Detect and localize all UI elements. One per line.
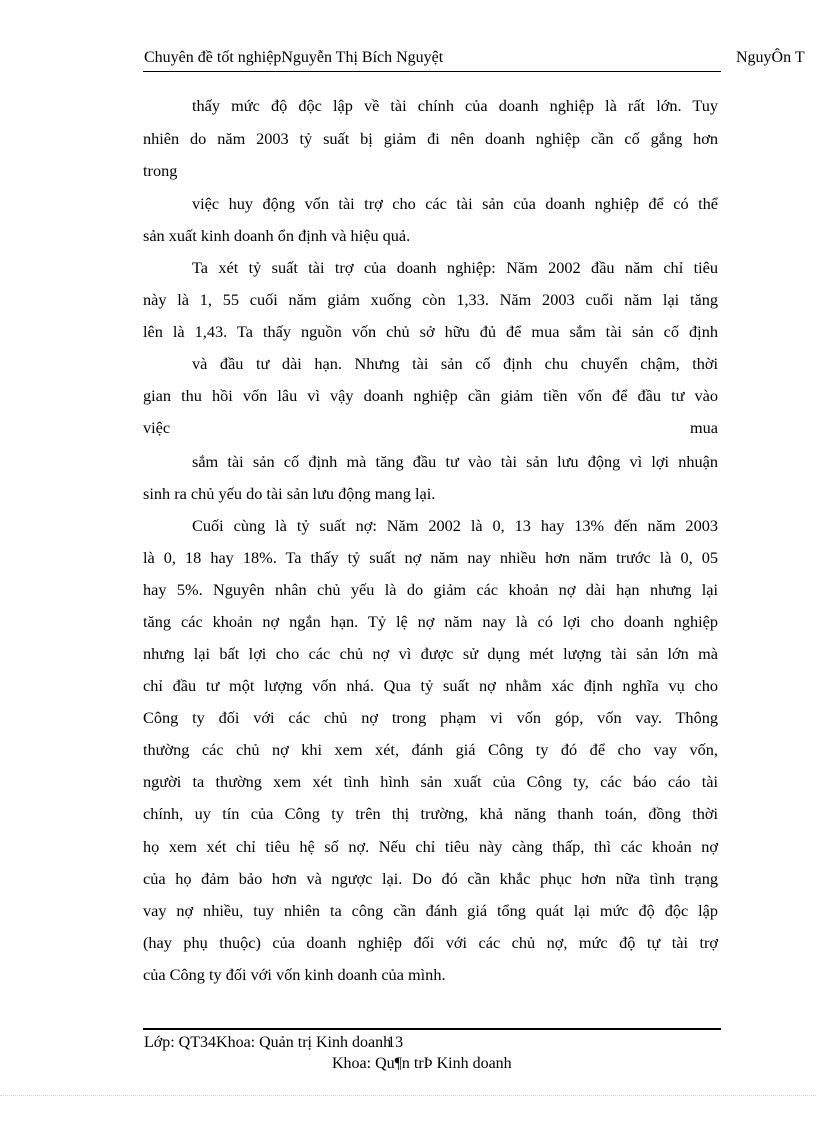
text-line: trong	[143, 161, 178, 180]
text-line: Công ty đối với các chủ nợ trong phạm vi vốn góp, vốn vay. Thông	[143, 708, 718, 727]
page-header-right: NguyÔn T	[736, 49, 805, 66]
text-line: việc	[143, 418, 171, 437]
text-line: chỉ đầu tư một lượng vốn nhá. Qua tỷ suất nợ nhằm xác định nghĩa vụ cho	[143, 676, 718, 695]
text-line: chính, uy tín của Công ty trên thị trường, khả năng thanh toán, đồng thời	[143, 804, 718, 823]
text-line: họ xem xét chỉ tiêu hệ số nợ. Nếu chỉ tiêu này càng thấp, thì các khoản nợ	[143, 837, 718, 856]
text-line: thường các chủ nợ khi xem xét, đánh giá Công ty đó để cho vay vốn,	[143, 740, 718, 759]
header-rule	[143, 71, 721, 72]
text-line: của Công ty đối với vốn kinh doanh của mình.	[143, 965, 446, 984]
text-line: nhưng lại bất lợi cho các chủ nợ vì được sử dụng mét lượng tài sản lớn mà	[143, 644, 718, 663]
text-line: Cuối cùng là tỷ suất nợ: Năm 2002 là 0, 13 hay 13% đến năm 2003	[192, 516, 718, 535]
text-line: lên là 1,43. Ta thấy nguồn vốn chủ sở hữu đủ để mua sắm tài sản cố định	[143, 322, 718, 341]
text-line: vay nợ nhiều, tuy nhiên ta công cần đánh giá tổng quát lại mức độ độc lập	[143, 901, 718, 920]
footer-class-label: Lớp: QT34Khoa: Quản trị Kinh doanh	[144, 1034, 392, 1051]
page-header-left: Chuyên đề tốt nghiệpNguyễn Thị Bích Nguyệt	[144, 49, 444, 66]
text-line: mua	[689, 418, 718, 437]
text-line: người ta thường xem xét tình hình sản xuất của Công ty, các báo cáo tài	[143, 772, 718, 791]
text-line: tăng các khoản nợ ngắn hạn. Tỷ lệ nợ năm nay là có lợi cho doanh nghiệp	[143, 612, 718, 631]
page-footer-left	[144, 1034, 403, 1052]
text-line: nhiên do năm 2003 tỷ suất bị giảm đi nên doanh nghiệp cần cố gắng hơn	[143, 129, 718, 148]
text-line: là 0, 18 hay 18%. Ta thấy tỷ suất nợ năm nay nhiều hơn năm trước là 0, 05	[143, 548, 718, 567]
footer-rule	[143, 1028, 721, 1030]
text-line: sắm tài sản cố định mà tăng đầu tư vào tài sản lưu động vì lợi nhuận	[192, 452, 718, 471]
text-line: gian thu hồi vốn lâu vì vậy doanh nghiệp cần giảm tiền vốn để đầu tư vào	[143, 386, 718, 405]
text-line: (hay phụ thuộc) của doanh nghiệp đối với các chủ nợ, mức độ tự tài trợ	[143, 933, 718, 952]
text-line: sản xuất kinh doanh ổn định và hiệu quả.	[143, 226, 411, 245]
text-line: của họ đảm bảo hơn và ngược lại. Do đó cần khắc phục hơn nữa tình trạng	[143, 869, 718, 888]
page-bottom-divider	[0, 1095, 816, 1096]
text-line: việc huy động vốn tài trợ cho các tài sản của doanh nghiệp để có thể	[192, 194, 718, 213]
page-number: 13	[387, 1034, 404, 1051]
text-line: thấy mức độ độc lập về tài chính của doanh nghiệp là rất lớn. Tuy	[192, 96, 718, 115]
page-footer-center: Khoa: Qu¶n trÞ Kinh doanh	[332, 1055, 512, 1072]
text-line: Ta xét tỷ suất tài trợ của doanh nghiệp: Năm 2002 đầu năm chỉ tiêu	[192, 258, 718, 277]
text-line: và đầu tư dài hạn. Nhưng tài sản cố định chu chuyển chậm, thời	[192, 354, 718, 373]
text-line: này là 1, 55 cuối năm giảm xuống còn 1,33. Năm 2003 cuối năm lại tăng	[143, 290, 718, 309]
text-line: sinh ra chủ yếu do tài sản lưu động mang lại.	[143, 484, 436, 503]
text-line: hay 5%. Nguyên nhân chủ yếu là do giảm các khoản nợ dài hạn nhưng lại	[143, 580, 718, 599]
